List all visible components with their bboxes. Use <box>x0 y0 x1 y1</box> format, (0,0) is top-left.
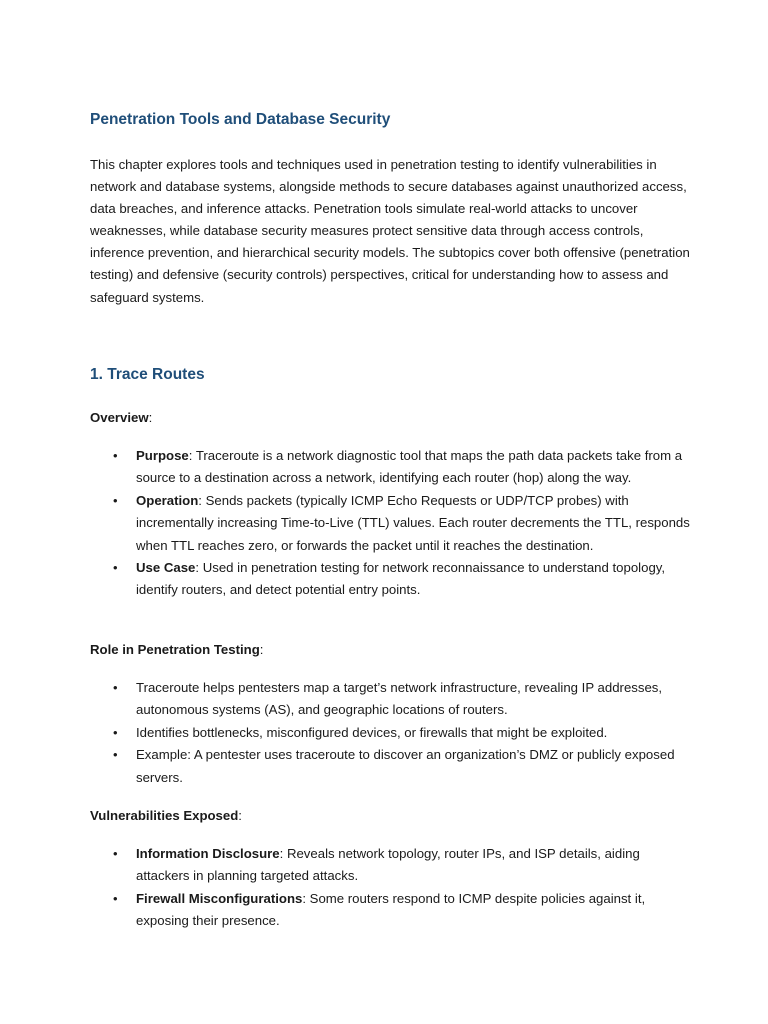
role-list <box>90 677 690 789</box>
subheading-colon: : <box>148 410 153 425</box>
bullet-icon: • <box>113 890 118 906</box>
list-item <box>90 744 690 789</box>
list-item-text: Traceroute helps pentesters map a target’s network infrastructure, revealing IP addresses, autonomous systems (AS), and geographic locations of routers. <box>136 680 663 718</box>
list-item-text: : Sends packets (typically ICMP Echo Requests or UDP/TCP probes) with incrementally increasing Time-to-Live (TTL) values. Each router decrements the TTL, responds when TTL reaches zero, or forwards the packet until it reaches the destination. <box>136 492 690 553</box>
list-item <box>90 557 690 602</box>
list-item-text: Example: A pentester uses traceroute to discover an organization’s DMZ or publicly exposed servers. <box>136 747 675 785</box>
page-title: Penetration Tools and Database Security <box>90 111 391 128</box>
vulnerabilities-list <box>90 843 690 933</box>
list-item <box>90 888 690 933</box>
bullet-icon: • <box>113 560 118 576</box>
bullet-icon: • <box>113 680 118 695</box>
list-item <box>90 445 690 490</box>
list-item-term: Information Disclosure <box>136 846 280 861</box>
list-item-text: Identifies bottlenecks, misconfigured devices, or firewalls that might be exploited. <box>136 724 608 740</box>
list-item-term: Operation <box>136 492 199 508</box>
list-item-term: Firewall Misconfigurations <box>136 890 303 906</box>
overview-list <box>90 445 690 602</box>
list-item-text: : Used in penetration testing for network reconnaissance to understand topology, identify routers, and detect potential entry points. <box>136 560 666 598</box>
list-item-text: : Reveals network topology, router IPs, and ISP details, aiding attackers in planning targeted attacks. <box>136 846 640 884</box>
bullet-icon: • <box>113 492 118 508</box>
bullet-icon: • <box>113 448 118 463</box>
list-item-text: : Traceroute is a network diagnostic tool that maps the path data packets take from a source to a destination across a network, identifying each router (hop) along the way. <box>136 448 683 486</box>
list-item <box>90 722 690 744</box>
bullet-icon: • <box>113 747 118 763</box>
subheading-role-label: Role in Penetration Testing <box>90 642 260 657</box>
list-item <box>90 677 690 722</box>
subheading-vulnerabilities <box>90 806 242 826</box>
subheading-colon: : <box>259 642 264 657</box>
list-item-term: Purpose <box>136 448 189 463</box>
subheading-overview <box>90 408 152 428</box>
list-item-term: Use Case <box>136 560 196 576</box>
subheading-colon: : <box>238 808 242 823</box>
subheading-vulnerabilities-label: Vulnerabilities Exposed <box>90 808 239 823</box>
list-item <box>90 843 690 888</box>
list-item-text: : Some routers respond to ICMP despite policies against it, exposing their presence. <box>136 890 646 929</box>
list-item <box>90 490 690 557</box>
subheading-overview-label: Overview <box>90 410 149 425</box>
intro-paragraph: This chapter explores tools and techniques used in penetration testing to identify vulnerabilities in network and database systems, alongside methods to secure databases against unauthorized access, data breaches, and inference attacks. Penetration tools simulate real-world attacks to uncover weaknesses, while database security measures protect sensitive data through access controls, inference prevention, and hierarchical security models. The subtopics cover both offensive (penetration testing) and defensive (security controls) perspectives, critical for understanding how to assess and safeguard systems. <box>90 157 690 305</box>
bullet-icon: • <box>113 846 118 861</box>
subheading-role <box>90 640 263 660</box>
section-heading-trace-routes: 1. Trace Routes <box>90 366 205 383</box>
bullet-icon: • <box>113 724 118 740</box>
